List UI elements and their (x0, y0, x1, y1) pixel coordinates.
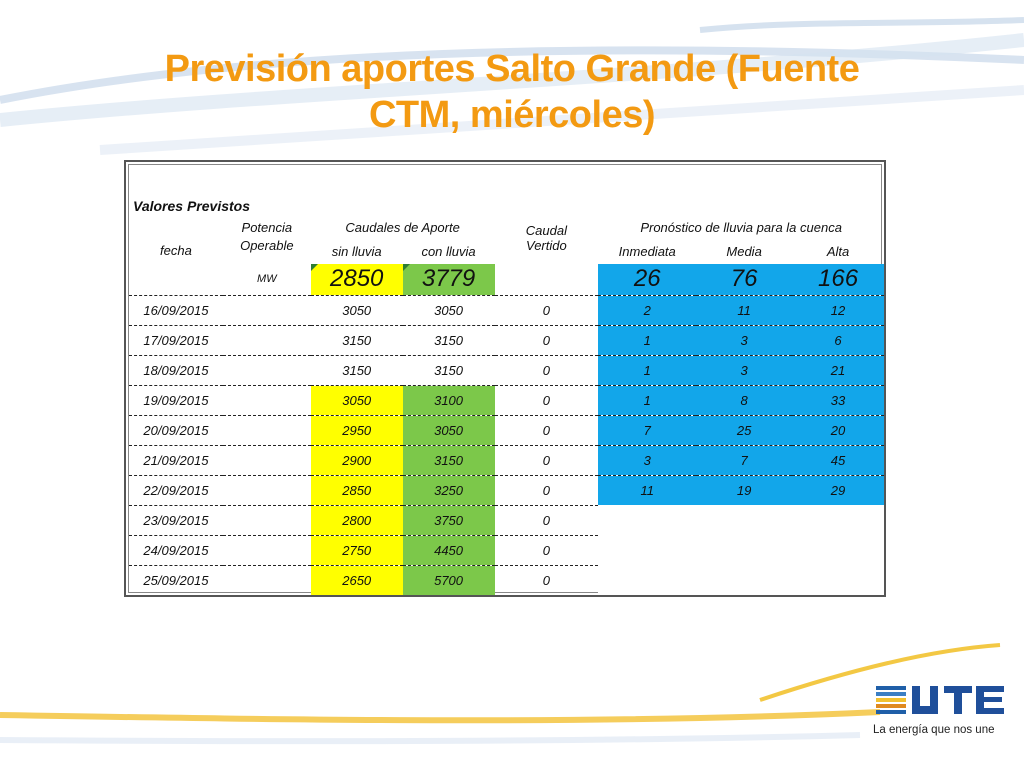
summary-con-lluvia: 3779 (403, 264, 495, 295)
header-sin-lluvia: sin lluvia (331, 243, 382, 259)
forecast-table (129, 168, 884, 595)
cell-alta: 6 (792, 325, 884, 355)
cell-inmediata: 1 (598, 325, 696, 355)
cell-con-lluvia: 3050 (403, 295, 495, 325)
header-con-lluvia: con lluvia (421, 243, 476, 259)
header-potencia-2: Operable (240, 238, 294, 253)
cell-con-lluvia: 3250 (403, 475, 495, 505)
cell-fecha: 25/09/2015 (129, 565, 223, 595)
cell-inmediata: 11 (598, 475, 696, 505)
cell-alta: 29 (792, 475, 884, 505)
cell-vertido: 0 (495, 325, 599, 355)
cell-potencia (223, 505, 311, 535)
header-fecha: fecha (160, 242, 192, 258)
cell-potencia (223, 325, 311, 355)
cell-inmediata: 2 (598, 295, 696, 325)
cell-vertido: 0 (495, 565, 599, 595)
summary-sin-lluvia: 2850 (311, 264, 403, 295)
cell-potencia (223, 565, 311, 595)
cell-sin-lluvia: 2750 (311, 535, 403, 565)
title-line-1: Previsión aportes Salto Grande (Fuente (164, 48, 860, 90)
cell-inmediata (598, 535, 696, 565)
header-media: Media (726, 243, 762, 259)
cell-vertido: 0 (495, 445, 599, 475)
cell-media: 11 (696, 295, 792, 325)
unit-label: MW (257, 273, 277, 286)
logo-tagline: La energía que nos une (873, 724, 995, 736)
cell-media (696, 505, 792, 535)
cell-alta (792, 505, 884, 535)
cell-fecha: 24/09/2015 (129, 535, 223, 565)
cell-vertido: 0 (495, 505, 599, 535)
table-row (129, 385, 884, 415)
cell-media: 3 (696, 325, 792, 355)
cell-inmediata: 7 (598, 415, 696, 445)
cell-media: 8 (696, 385, 792, 415)
cell-fecha: 21/09/2015 (129, 445, 223, 475)
cell-sin-lluvia: 2650 (311, 565, 403, 595)
cell-alta: 20 (792, 415, 884, 445)
cell-inmediata (598, 565, 696, 595)
cell-media: 19 (696, 475, 792, 505)
section-title: Valores Previstos (133, 198, 250, 214)
header-inmediata: Inmediata (618, 243, 676, 259)
header-potencia-1: Potencia (241, 219, 293, 235)
cell-fecha: 22/09/2015 (129, 475, 223, 505)
cell-sin-lluvia: 3150 (311, 325, 403, 355)
cell-fecha: 16/09/2015 (129, 295, 223, 325)
cell-media (696, 535, 792, 565)
header-pronostico: Pronóstico de lluvia para la cuenca (640, 219, 842, 235)
cell-potencia (223, 475, 311, 505)
cell-vertido: 0 (495, 415, 599, 445)
cell-alta (792, 565, 884, 595)
cell-potencia (223, 355, 311, 385)
cell-fecha: 17/09/2015 (129, 325, 223, 355)
summary-media: 76 (696, 264, 792, 295)
cell-sin-lluvia: 2850 (311, 475, 403, 505)
ute-lettering (912, 686, 1004, 714)
cell-vertido: 0 (495, 475, 599, 505)
cell-potencia (223, 295, 311, 325)
cell-sin-lluvia: 3150 (311, 355, 403, 385)
cell-media: 3 (696, 355, 792, 385)
cell-con-lluvia: 3100 (403, 385, 495, 415)
cell-con-lluvia: 3750 (403, 505, 495, 535)
page-title (0, 46, 1024, 138)
cell-inmediata: 1 (598, 385, 696, 415)
summary-alta: 166 (792, 264, 884, 295)
cell-con-lluvia: 3150 (403, 445, 495, 475)
cell-potencia (223, 535, 311, 565)
cell-alta: 12 (792, 295, 884, 325)
cell-sin-lluvia: 3050 (311, 385, 403, 415)
table-row (129, 295, 884, 325)
table-row (129, 415, 884, 445)
stripes-icon (876, 686, 906, 714)
table-row (129, 535, 884, 565)
cell-inmediata: 1 (598, 355, 696, 385)
cell-inmediata: 3 (598, 445, 696, 475)
cell-fecha: 19/09/2015 (129, 385, 223, 415)
table-row (129, 565, 884, 595)
cell-con-lluvia: 3150 (403, 355, 495, 385)
cell-sin-lluvia: 2800 (311, 505, 403, 535)
cell-alta: 21 (792, 355, 884, 385)
header-alta: Alta (826, 243, 850, 259)
cell-con-lluvia: 3150 (403, 325, 495, 355)
cell-media: 7 (696, 445, 792, 475)
summary-inmediata: 26 (598, 264, 696, 295)
header-caudales: Caudales de Aporte (345, 219, 460, 235)
cell-con-lluvia: 5700 (403, 565, 495, 595)
table-row (129, 355, 884, 385)
cell-fecha: 23/09/2015 (129, 505, 223, 535)
title-line-2: CTM, miércoles) (368, 94, 656, 136)
cell-fecha: 20/09/2015 (129, 415, 223, 445)
cell-alta (792, 535, 884, 565)
cell-vertido: 0 (495, 355, 599, 385)
header-caudal-2: Vertido (526, 238, 567, 253)
cell-con-lluvia: 4450 (403, 535, 495, 565)
cell-fecha: 18/09/2015 (129, 355, 223, 385)
cell-media: 25 (696, 415, 792, 445)
cell-alta: 33 (792, 385, 884, 415)
cell-inmediata (598, 505, 696, 535)
cell-sin-lluvia: 2900 (311, 445, 403, 475)
cell-potencia (223, 415, 311, 445)
forecast-table-panel (124, 160, 886, 597)
cell-sin-lluvia: 3050 (311, 295, 403, 325)
table-row (129, 475, 884, 505)
table-row (129, 445, 884, 475)
header-caudal-1: Caudal (525, 223, 567, 238)
cell-potencia (223, 445, 311, 475)
cell-vertido: 0 (495, 295, 599, 325)
cell-media (696, 565, 792, 595)
table-row (129, 505, 884, 535)
cell-alta: 45 (792, 445, 884, 475)
cell-vertido: 0 (495, 535, 599, 565)
cell-vertido: 0 (495, 385, 599, 415)
cell-potencia (223, 385, 311, 415)
table-row (129, 325, 884, 355)
cell-sin-lluvia: 2950 (311, 415, 403, 445)
cell-con-lluvia: 3050 (403, 415, 495, 445)
